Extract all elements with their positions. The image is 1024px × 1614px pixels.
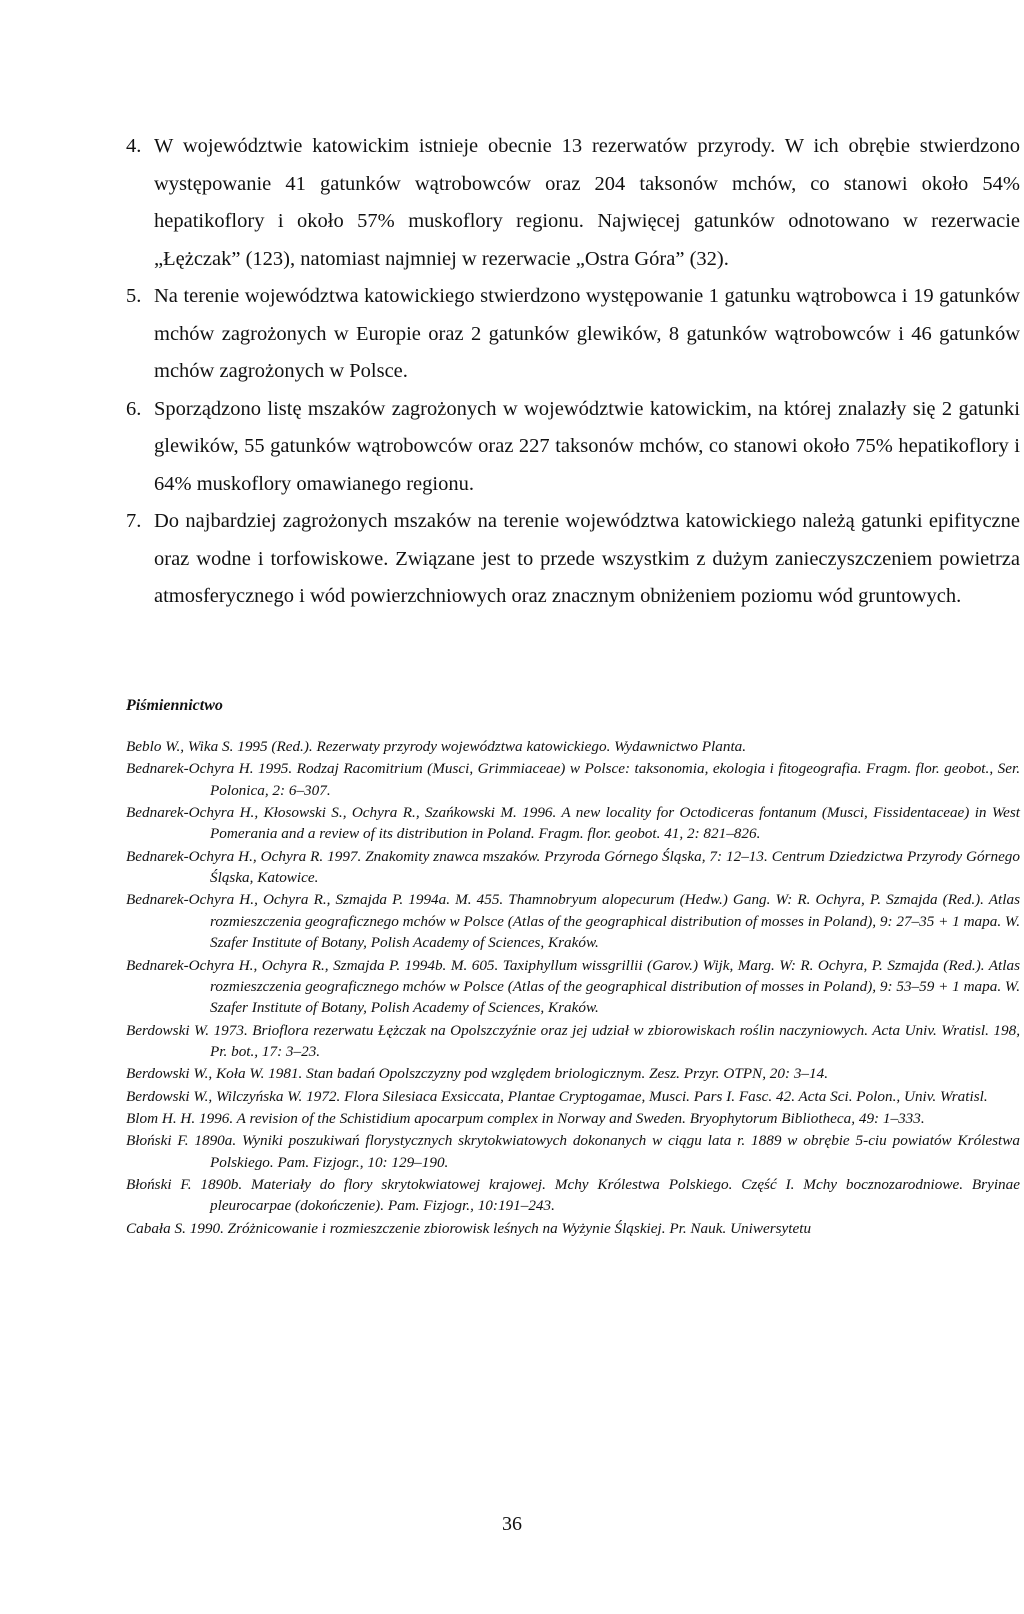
reference-entry: Blom H. H. 1996. A revision of the Schistidium apocarpum complex in Norway and Sweden. Bryophytorum Bibliotheca, 49: 1–333.	[126, 1109, 925, 1127]
conclusion-paragraph	[126, 391, 1020, 504]
conclusion-paragraph	[126, 503, 1020, 616]
reference-entry: Berdowski W., Koła W. 1981. Stan badań Opolszczyzny pod względem briologicznym. Zesz. Przyr. OTPN, 20: 3–14.	[126, 1065, 828, 1083]
reference-entry: Bednarek-Ochyra H. 1995. Rodzaj Racomitrium (Musci, Grimmiaceae) w Polsce: taksonomia, ekologia i fitogeografia. Fragm. flor. geobot., Ser. Polonica, 2: 6–307.	[126, 760, 1020, 799]
conclusions-section	[126, 128, 1020, 616]
reference-entry: Beblo W., Wika S. 1995 (Red.). Rezerwaty przyrody województwa katowickiego. Wydawnictwo Planta.	[126, 738, 747, 755]
bibliography-heading: Piśmiennictwo	[126, 697, 223, 714]
reference-entry: Bednarek-Ochyra H., Ochyra R. 1997. Znakomity znawca mszaków. Przyroda Górnego Śląska, 7: 12–13. Centrum Dziedzictwa Przyrody Górnego Śląska, Katowice.	[126, 847, 1020, 887]
reference-list	[126, 736, 1020, 1240]
paragraph-text: Na terenie województwa katowickiego stwierdzono występowanie 1 gatunku wątrobowca i 19 gatunków mchów zagrożonych w Europie oraz 2 gatunków glewików, 8 gatunków wątrobowców i 46 gatunków mchów zagrożonych w Polsce.	[154, 285, 1020, 382]
reference-entry: Błoński F. 1890a. Wyniki poszukiwań florystycznych skrytokwiatowych dokonanych w ciągu lata r. 1889 w obrębie 5-ciu powiatów Królestwa Polskiego. Pam. Fizjogr., 10: 129–190.	[126, 1132, 1020, 1171]
paragraph-text: Do najbardziej zagrożonych mszaków na terenie województwa katowickiego należą gatunki epifityczne oraz wodne i torfowiskowe. Związane jest to przede wszystkim z dużym zanieczyszczeniem powietrza atmosferycznego i wód powierzchniowych oraz znacznym obniżeniem poziomu wód gruntowych.	[154, 510, 1020, 607]
reference-entry: Bednarek-Ochyra H., Ochyra R., Szmajda P. 1994a. M. 455. Thamnobryum alopecurum (Hedw.) Gang. W: R. Ochyra, P. Szmajda (Red.). Atlas rozmieszczenia geograficznego mchów w Polsce (Atlas of the geographical distribution of mosses in Poland), 9: 27–35 + 1 mapa. W. Szafer Institute of Botany, Polish Academy of Sciences, Kraków.	[126, 891, 1020, 952]
reference-entry: Cabała S. 1990. Zróżnicowanie i rozmieszczenie zbiorowisk leśnych na Wyżynie Śląskiej. Pr. Nauk. Uniwersytetu	[126, 1219, 812, 1237]
reference-entry: Bednarek-Ochyra H., Ochyra R., Szmajda P. 1994b. M. 605. Taxiphyllum wissgrillii (Garov.) Wijk, Marg. W: R. Ochyra, P. Szmajda (Red.). Atlas rozmieszczenia geograficznego mchów w Polsce (Atlas of the geographical distribution of mosses in Poland), 9: 53–59 + 1 mapa. W. Szafer Institute of Botany, Polish Academy of Sciences, Kraków.	[126, 956, 1020, 1017]
reference-entry: Berdowski W., Wilczyńska W. 1972. Flora Silesiaca Exsiccata, Plantae Cryptogamae, Musci. Pars I. Fasc. 42. Acta Sci. Polon., Univ. Wratisl.	[126, 1087, 988, 1105]
conclusion-paragraph	[126, 128, 1020, 278]
reference-entry: Berdowski W. 1973. Brioflora rezerwatu Łężczak na Opolszczyźnie oraz jej udział w zbiorowiskach roślin naczyniowych. Acta Univ. Wratisl. 198, Pr. bot., 17: 3–23.	[126, 1021, 1020, 1061]
conclusion-paragraph	[126, 278, 1020, 391]
paragraph-number: 7.	[126, 510, 142, 532]
reference-entry: Bednarek-Ochyra H., Kłosowski S., Ochyra R., Szańkowski M. 1996. A new locality for Octodiceras fontanum (Musci, Fissidentaceae) in West Pomerania and a review of its distribution in Poland. Fragm. flor. geobot. 41, 2: 821–826.	[126, 804, 1020, 843]
paragraph-number: 6.	[126, 397, 142, 420]
paragraph-number: 5.	[126, 285, 142, 307]
page-number: 36	[502, 1513, 522, 1535]
reference-entry: Błoński F. 1890b. Materiały do flory skrytokwiatowej krajowej. Mchy Królestwa Polskiego. Część I. Mchy bocznozarodniowe. Bryinae pleurocarpae (dokończenie). Pam. Fizjogr., 10:191–243.	[126, 1175, 1020, 1215]
paragraph-text: W województwie katowickim istnieje obecnie 13 rezerwatów przyrody. W ich obrębie stwierdzono występowanie 41 gatunków wątrobowców oraz 204 taksonów mchów, co stanowi około 54% hepatikoflory i około 57% muskoflory regionu. Najwięcej gatunków odnotowano w rezerwacie „Łężczak” (123), natomiast najmniej w rezerwacie „Ostra Góra” (32).	[154, 135, 1020, 270]
paragraph-number: 4.	[126, 135, 142, 157]
paragraph-text: Sporządzono listę mszaków zagrożonych w województwie katowickim, na której znalazły się 2 gatunki glewików, 55 gatunków wątrobowców oraz 227 taksonów mchów, co stanowi około 75% hepatikoflory i 64% muskoflory omawianego regionu.	[154, 397, 1020, 495]
